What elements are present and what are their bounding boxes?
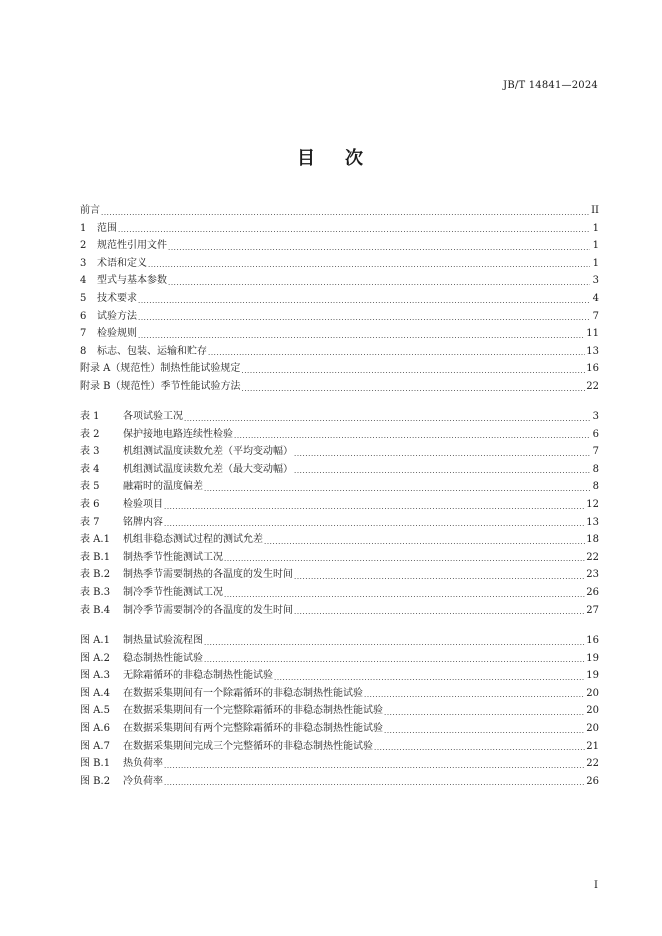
toc-entry-label — [80, 255, 147, 273]
toc-entry-number: 表 B.2 — [80, 569, 111, 581]
toc-entry-number: 表 B.1 — [80, 551, 111, 563]
toc-entry-label — [80, 702, 383, 720]
toc-entry-number: 8 — [80, 345, 87, 357]
toc-entry-number: 附录 B — [80, 380, 111, 392]
toc-entry-text: 冷负荷率 — [123, 775, 163, 787]
toc-entry-text: 范围 — [97, 222, 117, 234]
dot-leader — [138, 325, 585, 343]
toc-entry-text: 在数据采集期间有一个完整除霜循环的非稳态制热性能试验 — [123, 705, 383, 717]
toc-figure-row[interactable] — [80, 702, 599, 720]
toc-table-row[interactable] — [80, 549, 599, 567]
toc-entry-text: 制热季节需要制热的各温度的发生时间 — [123, 569, 293, 581]
toc-figures — [80, 632, 599, 790]
toc-entry-label — [80, 566, 293, 584]
document-code: JB/T 14841—2024 — [503, 80, 598, 91]
toc-entry-text: 检验规则 — [97, 328, 137, 340]
toc-entry-text: 术语和定义 — [97, 257, 147, 269]
toc-entry-label — [80, 360, 240, 378]
toc-entry-label — [80, 720, 383, 738]
toc-entry-text: 型式与基本参数 — [97, 275, 167, 287]
toc-entry-label — [80, 308, 137, 326]
toc-entry-label — [80, 602, 293, 620]
toc-entry-page: 7 — [592, 310, 599, 322]
toc-entry-number: 图 A.3 — [80, 670, 110, 682]
dot-leader — [164, 496, 585, 514]
toc-table-row[interactable] — [80, 496, 599, 514]
toc-entry-number: 表 1 — [80, 411, 100, 422]
toc-entry-page: 11 — [586, 328, 599, 340]
toc-entry-number: 表 B.3 — [80, 586, 111, 598]
toc-entry-label — [80, 478, 203, 496]
toc-entry-page: 19 — [586, 670, 599, 682]
title-part-1: 目 — [297, 148, 317, 169]
toc-entry-label — [80, 531, 263, 549]
toc-entry-number: 表 B.4 — [80, 604, 111, 616]
toc-entry-text: 各项试验工况 — [123, 411, 183, 422]
toc-entry-label — [80, 443, 293, 461]
toc-section-row[interactable] — [80, 272, 599, 290]
toc-entry-page: 1 — [592, 240, 599, 252]
toc-entry-label — [80, 408, 183, 426]
toc-entry-page: 8 — [592, 481, 599, 493]
toc-entry-number: 6 — [80, 310, 87, 322]
toc-entry-number: 7 — [80, 328, 87, 340]
toc-entry-number: 图 A.1 — [80, 635, 110, 646]
toc-table-row[interactable] — [80, 531, 599, 549]
toc-entry-label — [80, 237, 167, 255]
toc-entry-label — [80, 667, 273, 685]
toc-entry-page: 1 — [592, 257, 599, 269]
toc-entry-number: 图 B.1 — [80, 758, 111, 770]
toc-entry-number: 3 — [80, 257, 87, 269]
toc-entry-text: 铭牌内容 — [123, 516, 163, 528]
toc-entry-page: 16 — [586, 635, 599, 646]
toc-entry-number: 图 A.6 — [80, 722, 110, 734]
toc-entry-label — [80, 685, 363, 703]
toc-entry-number: 表 4 — [80, 463, 100, 475]
toc-entry-text: 制热季节性能测试工况 — [123, 551, 223, 563]
toc-table-row[interactable] — [80, 443, 599, 461]
toc-entry-number: 1 — [80, 222, 87, 234]
toc-entry-label — [80, 549, 223, 567]
toc-entry-label — [80, 584, 223, 602]
toc-entry-number: 表 A.1 — [80, 534, 110, 546]
toc-table-row[interactable] — [80, 426, 599, 444]
dot-leader — [364, 685, 585, 703]
toc-entry-label — [80, 514, 163, 532]
page-number: I — [594, 880, 598, 891]
toc-section-row[interactable] — [80, 220, 599, 238]
toc-entry-text: 试验方法 — [97, 310, 137, 322]
toc-figure-row[interactable] — [80, 738, 599, 756]
toc-entry-label — [80, 755, 163, 773]
toc-section-row[interactable] — [80, 378, 599, 396]
toc-entry-label — [80, 738, 373, 756]
toc-entry-text: 机组非稳态测试过程的测试允差 — [123, 534, 263, 546]
toc-entry-number: 4 — [80, 275, 87, 287]
toc-entry-page: 22 — [586, 758, 599, 770]
toc-entry-label — [80, 650, 203, 668]
toc-entry-text: 融霜时的温度偏差 — [123, 481, 203, 493]
dot-leader — [384, 720, 585, 738]
dot-leader — [294, 443, 590, 461]
toc-entry-number: 5 — [80, 292, 87, 304]
toc-entry-text: 机组测试温度读数允差（平均变动幅） — [123, 446, 293, 458]
toc-entry-text: 制冷季节需要制冷的各温度的发生时间 — [123, 604, 293, 616]
toc-entry-label — [80, 290, 137, 308]
toc-entry-label — [80, 272, 167, 290]
dot-leader — [374, 738, 585, 756]
toc-entry-page: 26 — [586, 775, 599, 787]
toc-entry-text: 稳态制热性能试验 — [123, 652, 203, 664]
toc-entry-page: 1 — [592, 222, 599, 234]
toc-entry-text: 前言 — [80, 205, 100, 216]
toc-entry-page: 4 — [592, 292, 599, 304]
toc-entry-number: 附录 A — [80, 363, 111, 375]
toc-entry-text: 制冷季节性能测试工况 — [123, 586, 223, 598]
toc-table-row[interactable] — [80, 584, 599, 602]
dot-leader — [118, 220, 590, 238]
toc-entry-page: 3 — [592, 275, 599, 287]
toc-entry-label — [80, 773, 163, 791]
toc-entry-text: 标志、包装、运输和贮存 — [97, 345, 207, 357]
toc-section-row[interactable] — [80, 308, 599, 326]
toc-entry-page: 13 — [586, 345, 599, 357]
toc-entry-label — [80, 325, 137, 343]
toc-table-row[interactable] — [80, 566, 599, 584]
toc-entry-text: 在数据采集期间有一个除霜循环的非稳态制热性能试验 — [123, 687, 363, 699]
toc-entry-page: 6 — [592, 428, 599, 440]
dot-leader — [294, 461, 590, 479]
toc-entry-text: 热负荷率 — [123, 758, 163, 770]
dot-leader — [164, 755, 585, 773]
toc-entry-label — [80, 496, 163, 514]
toc-entry-text: （规范性）制热性能试验规定 — [110, 363, 241, 375]
dot-leader — [384, 702, 585, 720]
toc-entry-page: 22 — [586, 380, 599, 392]
toc-table-row[interactable] — [80, 602, 599, 620]
dot-leader — [264, 531, 585, 549]
toc-entry-page: 19 — [586, 652, 599, 664]
toc-section-row[interactable] — [80, 202, 599, 220]
toc-entry-number: 图 A.7 — [80, 740, 110, 752]
toc-table-row[interactable] — [80, 408, 599, 426]
toc-entry-number: 2 — [80, 240, 87, 252]
toc-entry-number: 表 2 — [80, 428, 100, 440]
toc-entry-label — [80, 343, 207, 361]
toc-entry-number: 图 B.2 — [80, 775, 111, 787]
toc-entry-label — [80, 378, 241, 396]
toc-entry-page: 21 — [586, 740, 599, 752]
dot-leader — [224, 584, 585, 602]
toc-entry-page: 12 — [586, 498, 599, 510]
toc-entry-number: 表 7 — [80, 516, 100, 528]
toc-entry-text: 技术要求 — [97, 292, 137, 304]
toc-entry-page: 13 — [586, 516, 599, 528]
toc-entry-label — [80, 202, 100, 220]
toc-table-row[interactable] — [80, 478, 599, 496]
dot-leader — [224, 549, 585, 567]
toc-entry-number: 表 6 — [80, 498, 100, 510]
toc-entry-page: 18 — [586, 534, 599, 546]
title-part-2: 次 — [345, 148, 365, 169]
toc-entry-page: 26 — [586, 586, 599, 598]
dot-leader — [208, 343, 585, 361]
dot-leader — [164, 514, 585, 532]
toc-entry-label — [80, 632, 203, 650]
toc-entry-number: 图 A.4 — [80, 687, 110, 699]
toc-entry-page: II — [591, 205, 599, 216]
toc-sections — [80, 202, 599, 396]
toc-entry-text: 无除霜循环的非稳态制热性能试验 — [123, 670, 273, 682]
toc-entry-page: 20 — [586, 705, 599, 717]
toc-figure-row[interactable] — [80, 632, 599, 650]
toc-tables — [80, 408, 599, 619]
toc-figure-row[interactable] — [80, 650, 599, 668]
dot-leader — [168, 237, 590, 255]
toc-figure-row[interactable] — [80, 685, 599, 703]
dot-leader — [164, 773, 585, 791]
toc-entry-number: 图 A.5 — [80, 705, 110, 717]
toc-entry-page: 16 — [586, 363, 599, 375]
toc-entry-page: 22 — [586, 551, 599, 563]
dot-leader — [168, 272, 590, 290]
page-title — [0, 144, 662, 170]
dot-leader — [204, 650, 585, 668]
toc-entry-label — [80, 426, 233, 444]
toc-entry-page: 20 — [586, 722, 599, 734]
toc-section-row[interactable] — [80, 237, 599, 255]
dot-leader — [274, 667, 585, 685]
toc-entry-text: 制热量试验流程图 — [123, 635, 203, 646]
toc-entry-text: 规范性引用文件 — [97, 240, 167, 252]
toc-table-row[interactable] — [80, 514, 599, 532]
toc-section-row[interactable] — [80, 325, 599, 343]
toc-section-row[interactable] — [80, 255, 599, 273]
toc-entry-text: 在数据采集期间完成三个完整循环的非稳态制热性能试验 — [123, 740, 373, 752]
toc-entry-page: 20 — [586, 687, 599, 699]
toc-entry-label — [80, 461, 293, 479]
toc-entry-number: 表 3 — [80, 446, 100, 458]
dot-leader — [294, 566, 585, 584]
dot-leader — [234, 426, 590, 444]
toc-figure-row[interactable] — [80, 720, 599, 738]
toc-entry-page: 27 — [586, 604, 599, 616]
toc-figure-row[interactable] — [80, 773, 599, 791]
toc-entry-label — [80, 220, 117, 238]
toc-entry-number: 表 5 — [80, 481, 100, 493]
dot-leader — [204, 632, 585, 650]
toc-entry-page: 3 — [592, 411, 599, 422]
toc-entry-page: 7 — [592, 446, 599, 458]
dot-leader — [294, 602, 585, 620]
dot-leader — [148, 255, 590, 273]
toc-entry-text: 保护接地电路连续性检验 — [123, 428, 233, 440]
toc-section-row[interactable] — [80, 290, 599, 308]
dot-leader — [138, 290, 590, 308]
toc-section-row[interactable] — [80, 360, 599, 378]
dot-leader — [204, 478, 590, 496]
dot-leader — [101, 202, 590, 220]
toc-figure-row[interactable] — [80, 755, 599, 773]
toc-entry-text: 在数据采集期间有两个完整除霜循环的非稳态制热性能试验 — [123, 722, 383, 734]
toc-entry-page: 23 — [586, 569, 599, 581]
toc-entry-text: 检验项目 — [123, 498, 163, 510]
toc-entry-text: （规范性）季节性能试验方法 — [110, 380, 241, 392]
dot-leader — [242, 378, 586, 396]
toc-entry-text: 机组测试温度读数允差（最大变动幅） — [123, 463, 293, 475]
toc-section-row[interactable] — [80, 343, 599, 361]
toc-entry-number: 图 A.2 — [80, 652, 110, 664]
toc-figure-row[interactable] — [80, 667, 599, 685]
dot-leader — [184, 408, 590, 426]
toc-entry-page: 8 — [592, 463, 599, 475]
dot-leader — [138, 308, 590, 326]
toc-table-row[interactable] — [80, 461, 599, 479]
dot-leader — [241, 360, 585, 378]
